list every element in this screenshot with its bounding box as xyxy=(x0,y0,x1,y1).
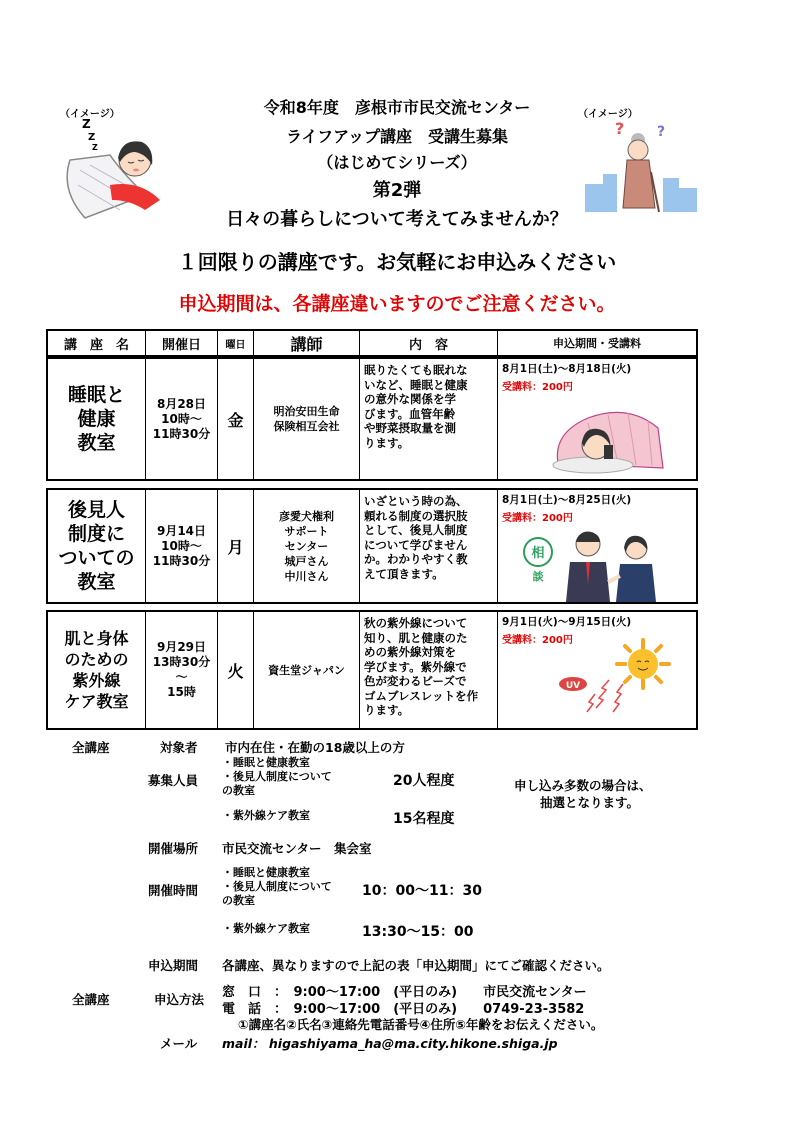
course-fee: 受講料：200円 xyxy=(502,635,573,646)
svg-text:Z: Z xyxy=(92,143,98,152)
target-label: 対象者 xyxy=(160,740,198,755)
course-content: 眠りたくても眠れな いなど、睡眠と健康 の意外な関係を学 びます。血管年齢 や野菜摂取量を測 ります。 xyxy=(360,359,498,479)
image-label-right: （イメージ） xyxy=(578,109,638,120)
th-course-name: 講 座 名 xyxy=(48,331,146,355)
capacity-item3: の教室 xyxy=(222,784,255,797)
course-content: 秋の紫外線について 知り、肌と健康のた めの紫外線対策を 学びます。紫外線で 色が変わるビーズで ゴムブレスレットを作 ります。 xyxy=(360,612,498,728)
sun-uv-icon xyxy=(553,634,693,728)
th-content: 内 容 xyxy=(360,331,498,355)
mail-value: mail： higashiyama_ha@ma.city.hikone.shiga.jp xyxy=(222,1036,558,1051)
capacity-item1: ・睡眠と健康教室 xyxy=(222,756,310,769)
svg-text:Z: Z xyxy=(82,117,91,131)
capacity-item4: ・紫外線ケア教室 xyxy=(222,809,310,822)
course-content: いざという時の為、 頼れる制度の選択肢 として、後見人制度 について学びません か。わかりやすく教 えて頂きます。 xyxy=(360,490,498,602)
course-day: 月 xyxy=(218,490,254,602)
course-day: 火 xyxy=(218,612,254,728)
svg-text:Z: Z xyxy=(88,132,96,143)
course-lecturer: 彦愛犬権利 サポート センター 城戸さん 中川さん xyxy=(254,490,360,602)
th-period-fee: 申込期間・受講料 xyxy=(553,337,641,350)
course-name: 後見人 制度に ついての 教室 xyxy=(48,490,146,602)
course-day: 金 xyxy=(218,359,254,479)
target-value: 市内在住・在勤の18歳以上の方 xyxy=(225,740,405,755)
consult-badge-top: 相 xyxy=(531,546,545,561)
course-fee: 受講料：200円 xyxy=(502,382,573,393)
capacity-value2: 15名程度 xyxy=(393,811,455,827)
lottery-note1: 申し込み多数の場合は、 xyxy=(514,778,652,793)
method-label: 申込方法 xyxy=(154,992,205,1007)
items-line: ①講座名②氏名③連絡先電話番号④住所⑤年齢をお伝えください。 xyxy=(238,1017,604,1032)
svg-text:?: ? xyxy=(615,119,625,138)
course-date: 9月14日 10時～ 11時30分 xyxy=(146,490,218,602)
table-row xyxy=(46,357,698,481)
phone-line: 電 話 ： 9:00～17:00 (平日のみ) 0749-23-3582 xyxy=(222,1002,585,1017)
header-line4: 第2弾 xyxy=(372,180,422,201)
time-label: 開催時間 xyxy=(148,883,199,898)
time-item3: の教室 xyxy=(222,894,255,907)
sleeping-woman-icon xyxy=(548,393,668,475)
time-item1: ・睡眠と健康教室 xyxy=(222,866,310,879)
capacity-value1: 20人程度 xyxy=(393,773,455,789)
course-lecturer: 資生堂ジャパン xyxy=(254,612,360,728)
course-name: 肌と身体 のための 紫外線 ケア教室 xyxy=(48,612,146,728)
table-row xyxy=(46,610,698,730)
notice-text: 申込期間は、各講座違いますのでご注意ください。 xyxy=(178,293,616,315)
image-label-left: （イメージ） xyxy=(60,109,120,120)
period-value: 各講座、異なりますので上記の表「申込期間」にてご確認ください。 xyxy=(222,958,610,973)
venue-value: 市民交流センター 集会室 xyxy=(222,841,372,856)
lottery-note2: 抽選となります。 xyxy=(540,795,640,810)
th-lecturer: 講師 xyxy=(254,331,360,355)
consult-badge-bottom: 談 xyxy=(532,570,544,583)
venue-label: 開催場所 xyxy=(148,841,199,856)
course-period-fee xyxy=(498,612,696,728)
window-line: 窓 口 ： 9:00～17:00 (平日のみ) 市民交流センター xyxy=(222,985,587,1000)
course-period-fee xyxy=(498,490,696,602)
period-label: 申込期間 xyxy=(148,958,199,973)
course-date: 9月29日 13時30分 ～ 15時 xyxy=(146,612,218,728)
header-line5: 日々の暮らしについて考えてみませんか？ xyxy=(226,209,568,230)
course-name: 睡眠と 健康 教室 xyxy=(48,359,146,479)
course-period: 8月1日(土)～8月25日(火) xyxy=(502,494,632,506)
mail-label: メール xyxy=(160,1036,198,1051)
capacity-item2: ・後見人制度について xyxy=(222,770,332,783)
header-line3: （はじめてシリーズ） xyxy=(317,153,477,172)
capacity-label: 募集人員 xyxy=(148,773,199,788)
time-value2: 13:30～15：00 xyxy=(362,924,474,940)
header-line2: ライフアップ講座 受講生募集 xyxy=(286,127,508,146)
course-period: 9月1日(火)～9月15日(火) xyxy=(502,616,632,628)
consultation-icon xyxy=(520,524,670,602)
time-item4: ・紫外線ケア教室 xyxy=(222,922,310,935)
all-courses-label: 全講座 xyxy=(72,740,110,755)
th-date: 開催日 xyxy=(146,331,218,355)
course-period-fee xyxy=(498,359,696,479)
all-courses-label-2: 全講座 xyxy=(72,992,110,1007)
course-period: 8月1日(土)～8月18日(火) xyxy=(502,363,632,375)
course-fee: 受講料：200円 xyxy=(502,513,573,524)
header-line6: １回限りの講座です。お気軽にお申込みください xyxy=(177,250,617,274)
time-item2: ・後見人制度について xyxy=(222,880,332,893)
course-lecturer: 明治安田生命 保険相互会社 xyxy=(254,359,360,479)
header-line1: 令和8年度 彦根市市民交流センター xyxy=(263,98,531,117)
th-day: 曜日 xyxy=(218,331,254,355)
course-date: 8月28日 10時～ 11時30分 xyxy=(146,359,218,479)
table-header-row xyxy=(46,329,698,357)
time-value1: 10：00～11：30 xyxy=(362,883,482,899)
table-row xyxy=(46,488,698,604)
svg-text:?: ? xyxy=(657,124,666,140)
uv-label: UV xyxy=(565,681,581,691)
